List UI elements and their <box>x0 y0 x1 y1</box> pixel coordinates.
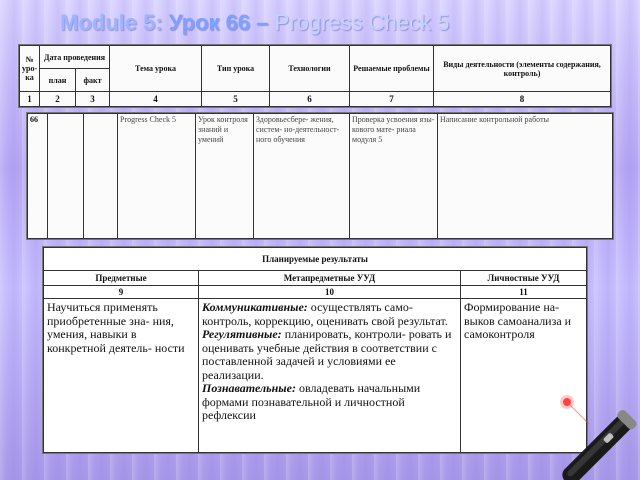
header-problems: Решаемые проблемы <box>350 46 434 92</box>
lesson-tech: Здоровьесбере- жения, систем- но-деятельност- ного обучения <box>254 114 350 239</box>
lesson-row-table <box>26 112 614 240</box>
results-caption: Планируемые результаты <box>44 248 587 271</box>
column-number: 7 <box>350 92 434 107</box>
column-number: 11 <box>461 286 587 299</box>
slide-title <box>60 10 620 44</box>
header-personal-results: Личностные УУД <box>461 271 587 286</box>
lesson-number: 66 <box>28 114 48 239</box>
header-activities: Виды деятельности (элементы содержания, контроль) <box>434 46 611 92</box>
header-fact: факт <box>76 69 110 92</box>
column-number: 10 <box>199 286 461 299</box>
lesson-fact-date <box>84 114 118 239</box>
lesson-plan-date <box>48 114 84 239</box>
header-type: Тип урока <box>202 46 270 92</box>
column-number: 4 <box>110 92 202 107</box>
regulative-label: Регулятивные: <box>202 327 282 341</box>
lesson-header-table <box>18 44 612 108</box>
subject-results-text: Научиться применять приобретенные зна- ния, умения, навыки в конкретной деятель- ности <box>44 299 199 453</box>
slide-title-lesson: Урок 66 – <box>168 10 269 35</box>
header-tech: Технологии <box>270 46 350 92</box>
personal-results-text: Формирование на- выков самоанализа и самоконтроля <box>461 299 587 453</box>
column-number: 3 <box>76 92 110 107</box>
slide-title-check: Progress Check 5 <box>274 10 450 35</box>
column-number: 9 <box>44 286 199 299</box>
column-number: 1 <box>20 92 40 107</box>
regulative-text: планировать, контроли- ровать и оценивать учебные действия в соответствии с поставленной задачей и условиями ее реализации. <box>202 327 452 382</box>
lesson-activities: Написание контрольной работы <box>438 114 613 239</box>
header-meta-results: Метапредметные УУД <box>199 271 461 286</box>
header-date: Дата проведения <box>40 46 110 69</box>
lesson-topic: Progress Check 5 <box>118 114 196 239</box>
header-lesson-no: № уро- ка <box>20 46 40 92</box>
communicative-label: Коммуникативные: <box>202 300 308 314</box>
communicative-text: осуществлять само- контроль, коррекцию, оценивать свой результат. <box>202 300 448 328</box>
laser-pointer-icon <box>555 388 640 480</box>
column-number: 8 <box>434 92 611 107</box>
column-number: 2 <box>40 92 76 107</box>
cognitive-label: Познавательные: <box>202 381 296 395</box>
header-subject-results: Предметные <box>44 271 199 286</box>
meta-results-text <box>199 299 461 453</box>
header-topic: Тема урока <box>110 46 202 92</box>
lesson-type: Урок контроля знаний и умений <box>196 114 254 239</box>
cognitive-text: овладевать начальными формами познавательной и личностной рефлексии <box>202 381 421 422</box>
planned-results-table <box>42 246 588 454</box>
slide-title-module: Module 5: <box>60 10 163 35</box>
column-number: 5 <box>202 92 270 107</box>
column-number: 6 <box>270 92 350 107</box>
header-plan: план <box>40 69 76 92</box>
lesson-problems: Проверка усвоения язы- кового мате- риала модуля 5 <box>350 114 438 239</box>
